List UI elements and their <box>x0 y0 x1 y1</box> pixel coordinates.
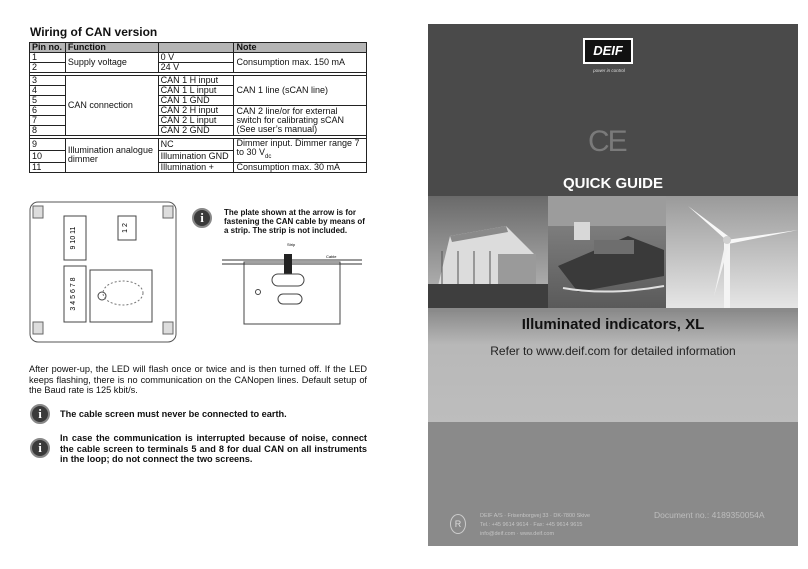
pin-cell: 5 <box>30 96 66 106</box>
pin-cell: 3 <box>30 76 66 86</box>
header-note: Note <box>234 43 367 53</box>
terminal-labels-top: 9 10 11 <box>70 226 77 250</box>
pin-cell: 8 <box>30 126 66 136</box>
terminal-labels-small: 1 2 <box>122 223 129 233</box>
note-cell: CAN 1 line (sCAN line) <box>234 76 367 106</box>
signal-cell: CAN 2 GND <box>158 126 234 136</box>
quick-guide-title: QUICK GUIDE <box>562 175 663 192</box>
noise-note: In case the communication is interrupted because of noise, connect the cable screen to terminals 5 and 8 for dual CAN on all instruments in the loop; do not connect the two screens. <box>60 433 367 464</box>
signal-cell: CAN 2 H input <box>158 106 234 116</box>
signal-cell: 24 V <box>158 63 234 73</box>
note-cell <box>234 139 367 163</box>
cover-page <box>428 24 798 546</box>
dimmer-note: Dimmer input. Dimmer range 7 to 30 V <box>236 138 360 157</box>
pin-cell: 1 <box>30 53 66 63</box>
wiring-table <box>29 42 367 173</box>
deif-logo: DEIF <box>583 38 633 64</box>
function-cell: Supply voltage <box>65 53 158 73</box>
cable-label: Cable <box>326 254 337 259</box>
signal-cell: 0 V <box>158 53 234 63</box>
power-up-paragraph: After power-up, the LED will flash once or twice and is then turned off. If the LED keeps flashing, there is no communication on the CANopen lines. Default setup of the Baud rate is 125 kbit/s. <box>29 364 367 395</box>
registered-mark: R <box>450 514 466 534</box>
note-cell: CAN 2 line/or for external switch for calibrating sCAN (See user’s manual) <box>234 106 367 136</box>
pin-cell: 11 <box>30 162 66 172</box>
wind-turbine-photo <box>666 196 798 308</box>
section-title: Wiring of CAN version <box>30 25 158 39</box>
refer-text: Refer to www.deif.com for detailed information <box>490 344 736 358</box>
address-line: Tel.: +45 9614 9614 · Fax: +45 9614 9615 <box>480 522 583 528</box>
pin-cell: 7 <box>30 116 66 126</box>
info-icon: i <box>30 404 50 424</box>
pin-cell: 2 <box>30 63 66 73</box>
pin-cell: 6 <box>30 106 66 116</box>
ce-mark: CE <box>588 125 626 158</box>
signal-cell: CAN 2 L input <box>158 116 234 126</box>
pin-cell: 10 <box>30 150 66 162</box>
header-signal <box>158 43 234 53</box>
dc-subscript: dc <box>264 153 272 160</box>
terminal-labels-left: 3 4 5 6 7 8 <box>70 277 77 311</box>
logo-tagline: power in control <box>593 68 625 73</box>
signal-cell: CAN 1 L input <box>158 86 234 96</box>
note-cell: Consumption max. 150 mA <box>234 53 367 73</box>
address-line: info@deif.com · www.deif.com <box>480 531 555 537</box>
address-line: DEIF A/S · Frisenborgvej 33 · DK-7800 Skive <box>480 513 591 519</box>
plate-note: The plate shown at the arrow is for fastening the CAN cable by means of a strip. The strip is not included. <box>224 208 365 235</box>
signal-cell: CAN 1 H input <box>158 76 234 86</box>
signal-cell: NC <box>158 139 234 151</box>
function-cell: CAN connection <box>65 76 158 136</box>
cover-photos <box>428 196 798 308</box>
function-cell: Illumination analogue dimmer <box>65 139 158 173</box>
note-cell: Consumption max. 30 mA <box>234 162 367 172</box>
product-title: Illuminated indicators, XL <box>521 316 705 333</box>
signal-cell: Illumination + <box>158 162 234 172</box>
info-icon: i <box>30 438 50 458</box>
signal-cell: Illumination GND <box>158 150 234 162</box>
earth-note: The cable screen must never be connected to earth. <box>60 409 287 419</box>
strip-label: Strip <box>287 242 296 247</box>
document-number: Document no.: 4189350054A <box>654 510 765 520</box>
pin-cell: 9 <box>30 139 66 151</box>
plate-diagram <box>222 238 370 328</box>
header-pin: Pin no. <box>30 43 66 53</box>
address-block <box>480 512 590 539</box>
cover-top <box>428 24 798 196</box>
signal-cell: CAN 1 GND <box>158 96 234 106</box>
header-function: Function <box>65 43 158 53</box>
pin-cell: 4 <box>30 86 66 96</box>
info-icon: i <box>192 208 212 228</box>
device-back-diagram <box>28 200 178 345</box>
